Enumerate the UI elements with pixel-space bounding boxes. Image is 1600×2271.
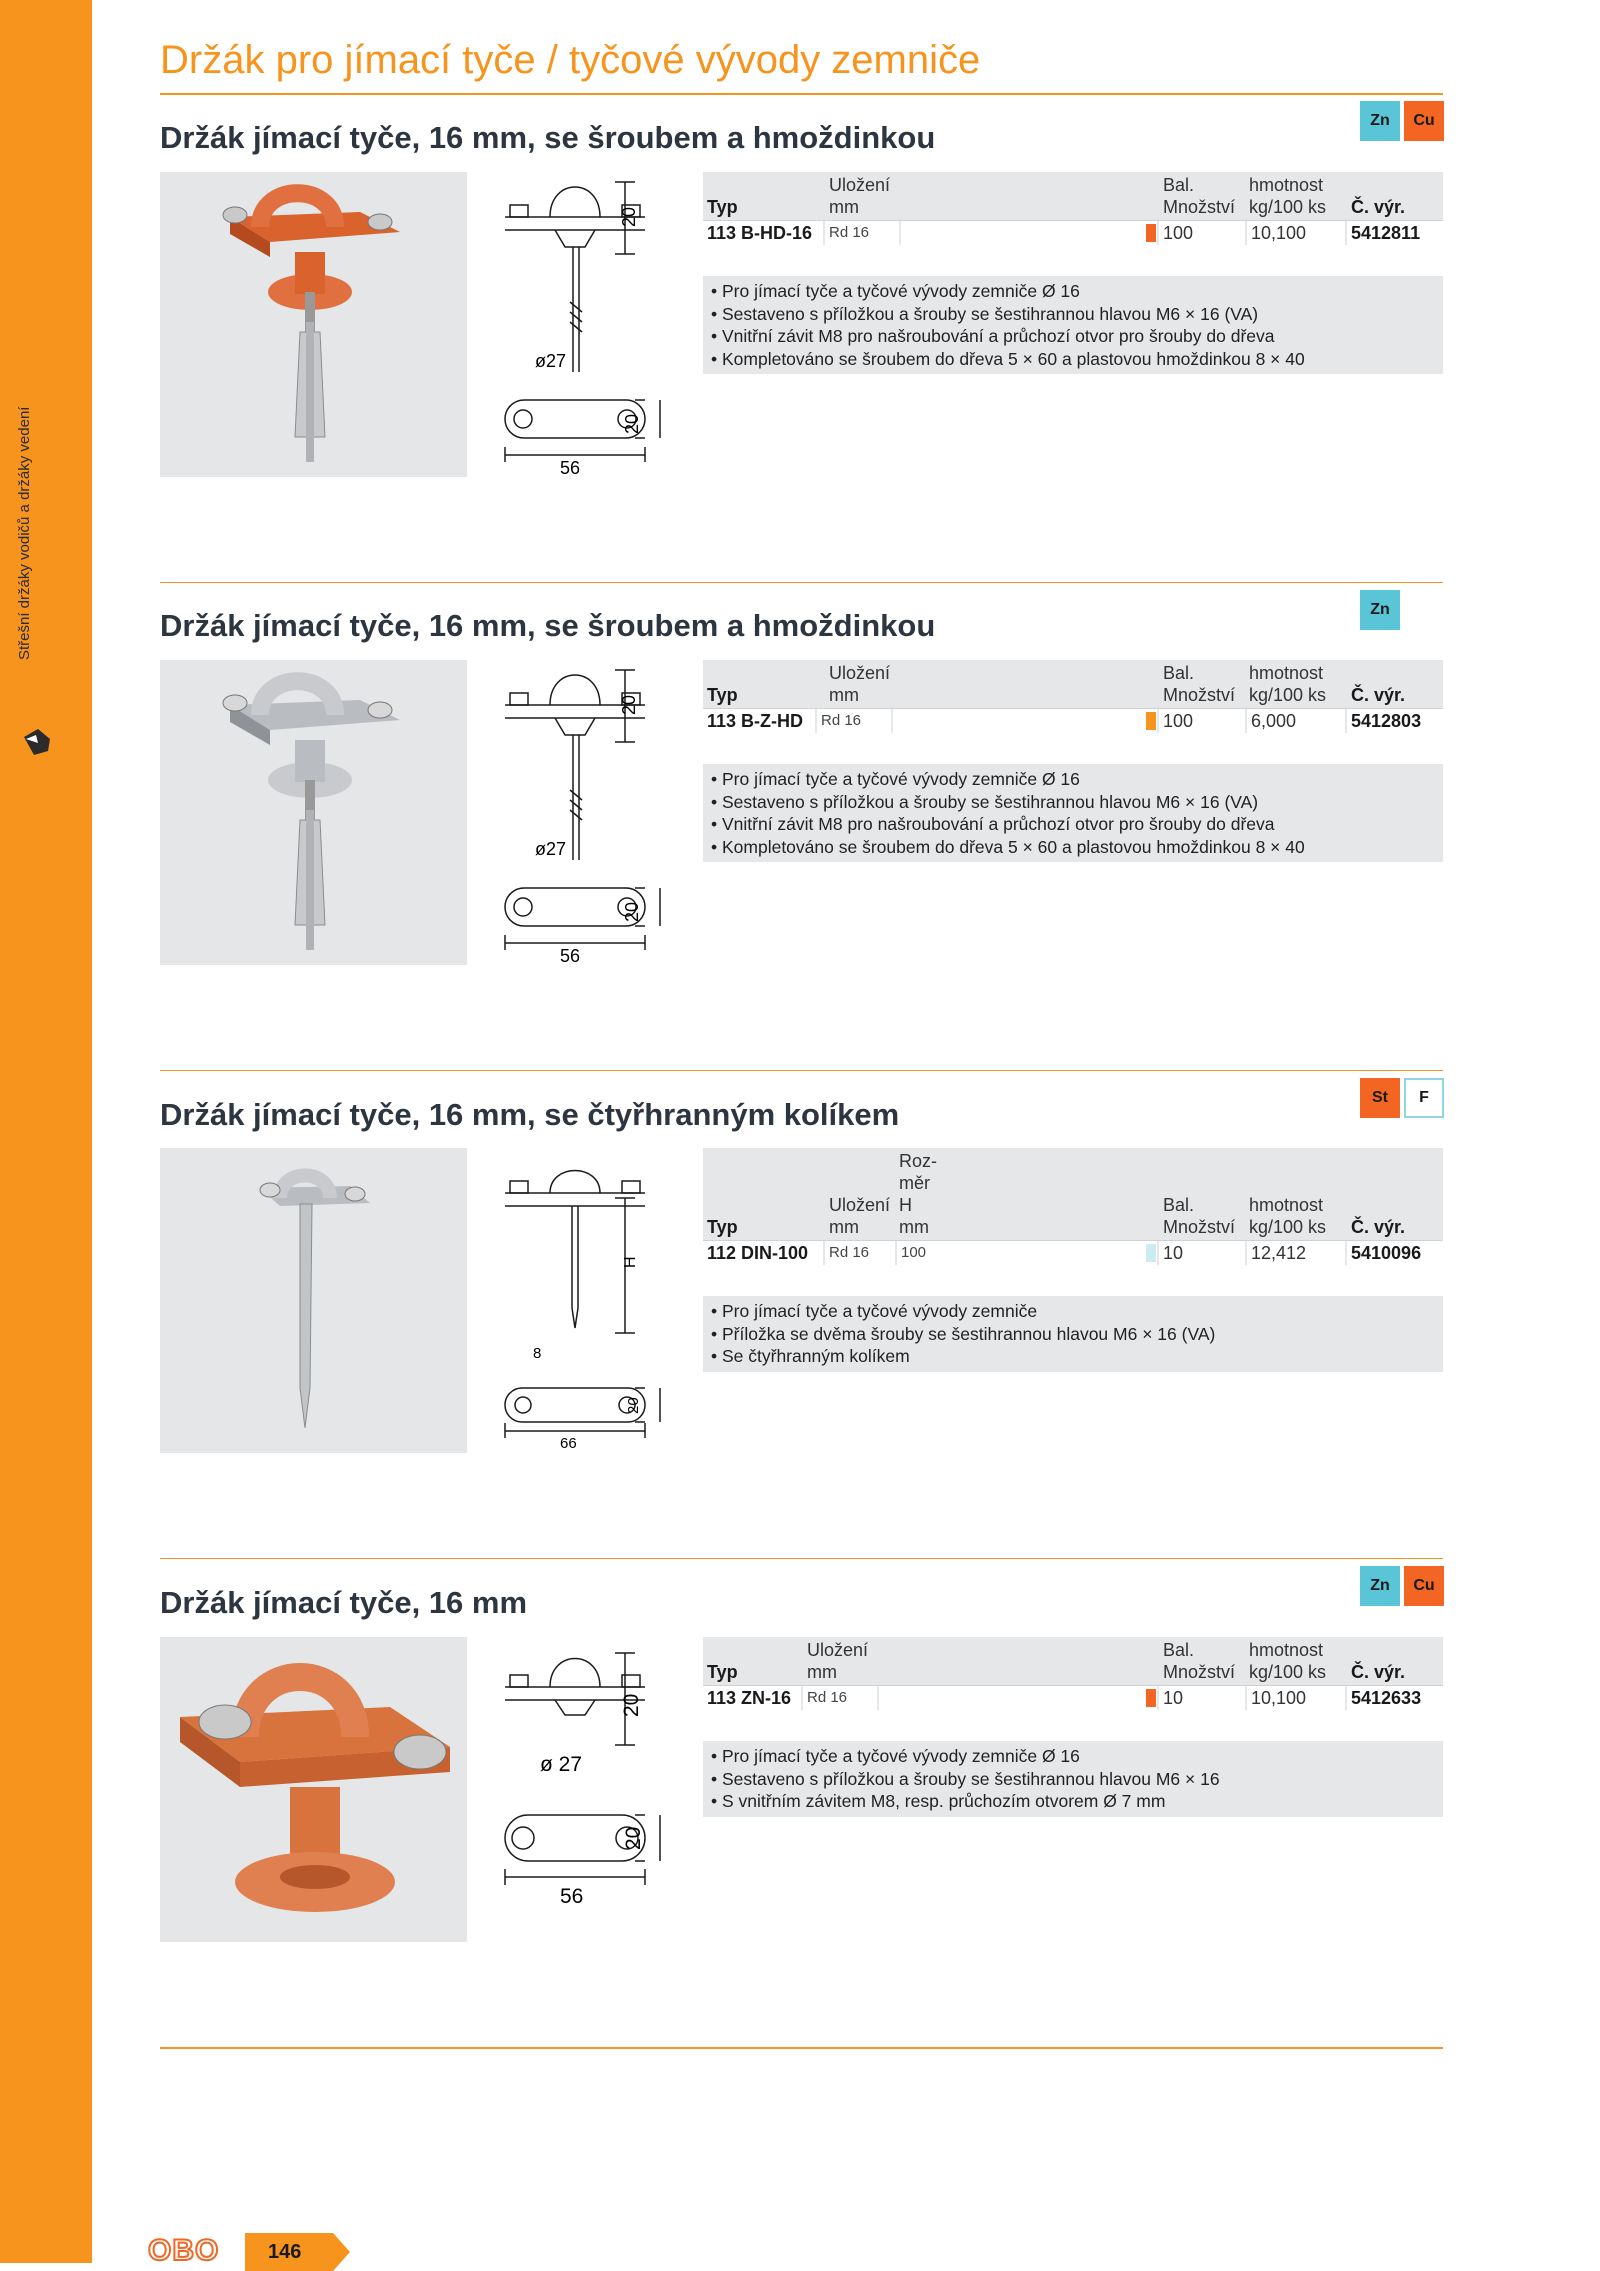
product-photo bbox=[160, 172, 467, 477]
dim-height-2: 20 bbox=[622, 1826, 645, 1850]
table-row bbox=[703, 1240, 1443, 1265]
cell-typ: 112 DIN-100 bbox=[707, 1243, 809, 1263]
badge-cu: Cu bbox=[1404, 101, 1444, 141]
header-ulozeni-unit: mm bbox=[829, 685, 859, 705]
cell-hmotnost: 6,000 bbox=[1245, 709, 1345, 733]
header-bal: Bal. bbox=[1163, 1640, 1195, 1660]
header-bal: Bal. bbox=[1163, 1195, 1195, 1215]
product-photo bbox=[160, 1148, 467, 1453]
feature-item: • Pro jímací tyče a tyčové vývody zemniče bbox=[711, 1301, 1038, 1321]
cell-empty bbox=[877, 1686, 1157, 1710]
feature-list bbox=[703, 764, 1443, 862]
technical-drawing bbox=[485, 172, 695, 482]
header-typ: Typ bbox=[707, 197, 738, 217]
svg-text:OBO: OBO bbox=[148, 2235, 220, 2265]
cell-typ: 113 ZN-16 bbox=[707, 1688, 792, 1708]
section-title: Držák jímací tyče, 16 mm, se čtyřhranným kolíkem bbox=[160, 1097, 900, 1132]
section-title: Držák jímací tyče, 16 mm, se šroubem a hmoždinkou bbox=[160, 608, 936, 643]
cell-ulozeni: Rd 16 bbox=[823, 1241, 895, 1265]
header-rozmer-h: H bbox=[899, 1195, 912, 1215]
feature-list bbox=[703, 1741, 1443, 1817]
dim-height-2: 20 bbox=[625, 1397, 642, 1414]
dim-diameter: ø 27 bbox=[540, 1753, 583, 1776]
cell-mnozstvi: 100 bbox=[1157, 709, 1245, 733]
material-marker bbox=[1146, 1244, 1156, 1262]
technical-drawing bbox=[485, 1148, 695, 1458]
material-badges bbox=[1360, 590, 1400, 630]
bottom-rule bbox=[160, 2047, 1443, 2049]
cell-hmotnost: 10,100 bbox=[1245, 221, 1345, 245]
dim-square: 8 bbox=[533, 1345, 542, 1362]
header-hmotnost-unit: kg/100 ks bbox=[1249, 197, 1327, 217]
header-mnozstvi: Množství bbox=[1163, 685, 1236, 705]
cell-rozmer: 100 bbox=[895, 1241, 1157, 1265]
header-cislo: Č. výr. bbox=[1351, 1662, 1406, 1682]
dim-width: 56 bbox=[560, 946, 581, 966]
feature-item: • Příložka se dvěma šrouby se šestihrannou hlavou M6 × 16 (VA) bbox=[711, 1323, 1216, 1344]
header-bal: Bal. bbox=[1163, 663, 1195, 683]
header-cislo: Č. výr. bbox=[1351, 685, 1406, 705]
material-badges bbox=[1360, 1078, 1444, 1118]
feature-item: • Vnitřní závit M8 pro našroubování a průchozí otvor pro šrouby do dřeva bbox=[711, 326, 1275, 346]
badge-st: St bbox=[1360, 1078, 1400, 1118]
header-hmotnost: hmotnost bbox=[1249, 1195, 1324, 1215]
feature-list bbox=[703, 276, 1443, 374]
feature-item: • Kompletováno se šroubem do dřeva 5 × 60 a plastovou hmoždinkou 8 × 40 bbox=[711, 836, 1305, 857]
material-badges bbox=[1360, 101, 1444, 141]
table-row bbox=[703, 708, 1443, 733]
product-table bbox=[703, 660, 1443, 732]
dim-diameter: ø27 bbox=[535, 351, 567, 371]
badge-zn: Zn bbox=[1360, 1566, 1400, 1606]
page-title: Držák pro jímací tyče / tyčové vývody zemniče bbox=[160, 38, 981, 82]
technical-drawing bbox=[485, 660, 695, 970]
header-hmotnost: hmotnost bbox=[1249, 663, 1324, 683]
section-divider bbox=[160, 1070, 1443, 1071]
section-title: Držák jímací tyče, 16 mm, se šroubem a hmoždinkou bbox=[160, 120, 936, 155]
dim-height: 20 bbox=[619, 694, 639, 715]
feature-item: • Pro jímací tyče a tyčové vývody zemniče Ø 16 bbox=[711, 1746, 1080, 1766]
header-ulozeni: Uložení bbox=[829, 1195, 891, 1215]
title-rule bbox=[160, 93, 1443, 95]
header-typ: Typ bbox=[707, 685, 738, 705]
cell-cislo: 5410096 bbox=[1345, 1241, 1443, 1265]
header-rozmer: Roz- bbox=[899, 1151, 938, 1171]
header-mnozstvi: Množství bbox=[1163, 1662, 1236, 1682]
feature-item: • S vnitřním závitem M8, resp. průchozím otvorem Ø 7 mm bbox=[711, 1791, 1166, 1811]
header-hmotnost-unit: kg/100 ks bbox=[1249, 685, 1327, 705]
header-ulozeni: Uložení bbox=[829, 175, 891, 195]
cell-cislo: 5412803 bbox=[1345, 709, 1443, 733]
cell-empty bbox=[899, 221, 1157, 245]
section-divider bbox=[160, 1558, 1443, 1559]
badge-zn: Zn bbox=[1360, 590, 1400, 630]
header-ulozeni-unit: mm bbox=[807, 1662, 837, 1682]
feature-item: • Pro jímací tyče a tyčové vývody zemniče Ø 16 bbox=[711, 281, 1080, 301]
product-table bbox=[703, 1637, 1443, 1709]
table-row bbox=[703, 220, 1443, 245]
section-title: Držák jímací tyče, 16 mm bbox=[160, 1585, 528, 1620]
cell-typ: 113 B-HD-16 bbox=[707, 223, 813, 243]
header-ulozeni-unit: mm bbox=[829, 1217, 859, 1237]
badge-cu: Cu bbox=[1404, 1566, 1444, 1606]
header-mnozstvi: Množství bbox=[1163, 1217, 1236, 1237]
dim-height-2: 20 bbox=[622, 901, 642, 922]
header-typ: Typ bbox=[707, 1662, 738, 1682]
badge-f: F bbox=[1404, 1078, 1444, 1118]
dim-width: 66 bbox=[560, 1435, 577, 1452]
side-category-label: Střešní držáky vodičů a držáky vedení bbox=[16, 406, 33, 660]
header-cislo: Č. výr. bbox=[1351, 1217, 1406, 1237]
section-divider bbox=[160, 582, 1443, 583]
cell-ulozeni: Rd 16 bbox=[801, 1686, 877, 1710]
product-photo bbox=[160, 660, 467, 965]
dim-height: 20 bbox=[619, 206, 639, 227]
header-ulozeni: Uložení bbox=[807, 1640, 869, 1660]
feature-item: • Se čtyřhranným kolíkem bbox=[711, 1346, 910, 1366]
product-table bbox=[703, 1148, 1443, 1264]
technical-drawing bbox=[485, 1637, 695, 1947]
badge-zn: Zn bbox=[1360, 101, 1400, 141]
cell-cislo: 5412633 bbox=[1345, 1686, 1443, 1710]
feature-item: • Vnitřní závit M8 pro našroubování a průchozí otvor pro šrouby do dřeva bbox=[711, 814, 1275, 834]
feature-item: • Kompletováno se šroubem do dřeva 5 × 60 a plastovou hmoždinkou 8 × 40 bbox=[711, 348, 1305, 369]
header-rozmer-2: měr bbox=[899, 1173, 930, 1193]
obo-logo bbox=[148, 2235, 228, 2265]
cell-mnozstvi: 100 bbox=[1157, 221, 1245, 245]
feature-item: • Sestaveno s příložkou a šrouby se šestihrannou hlavou M6 × 16 (VA) bbox=[711, 303, 1259, 324]
cell-hmotnost: 12,412 bbox=[1245, 1241, 1345, 1265]
table-row bbox=[703, 1685, 1443, 1710]
material-marker bbox=[1146, 712, 1156, 730]
left-color-band bbox=[0, 0, 92, 2263]
header-typ: Typ bbox=[707, 1217, 738, 1237]
header-rozmer-unit: mm bbox=[899, 1217, 929, 1237]
dim-height: 20 bbox=[620, 1693, 643, 1717]
header-hmotnost: hmotnost bbox=[1249, 175, 1324, 195]
cell-typ: 113 B-Z-HD bbox=[707, 711, 804, 731]
feature-list bbox=[703, 1296, 1443, 1372]
header-hmotnost-unit: kg/100 ks bbox=[1249, 1662, 1327, 1682]
cell-hmotnost: 10,100 bbox=[1245, 1686, 1345, 1710]
feature-item: • Sestaveno s příložkou a šrouby se šestihrannou hlavou M6 × 16 bbox=[711, 1768, 1220, 1789]
dim-diameter: ø27 bbox=[535, 839, 567, 859]
header-hmotnost-unit: kg/100 ks bbox=[1249, 1217, 1327, 1237]
material-marker bbox=[1146, 1689, 1156, 1707]
dim-h: H bbox=[622, 1256, 639, 1268]
page-number: 146 bbox=[268, 2241, 302, 2263]
cell-empty bbox=[891, 709, 1157, 733]
dim-width: 56 bbox=[560, 458, 581, 478]
header-cislo: Č. výr. bbox=[1351, 197, 1406, 217]
header-ulozeni-unit: mm bbox=[829, 197, 859, 217]
cell-ulozeni: Rd 16 bbox=[815, 709, 891, 733]
header-hmotnost: hmotnost bbox=[1249, 1640, 1324, 1660]
product-table bbox=[703, 172, 1443, 244]
dim-height-2: 20 bbox=[622, 413, 642, 434]
header-mnozstvi: Množství bbox=[1163, 197, 1236, 217]
dim-width: 56 bbox=[560, 1885, 584, 1908]
cell-mnozstvi: 10 bbox=[1157, 1241, 1245, 1265]
cell-ulozeni: Rd 16 bbox=[823, 221, 899, 245]
material-marker bbox=[1146, 224, 1156, 242]
cell-cislo: 5412811 bbox=[1345, 221, 1443, 245]
category-icon bbox=[20, 725, 54, 759]
header-ulozeni: Uložení bbox=[829, 663, 891, 683]
header-bal: Bal. bbox=[1163, 175, 1195, 195]
feature-item: • Sestaveno s příložkou a šrouby se šestihrannou hlavou M6 × 16 (VA) bbox=[711, 791, 1259, 812]
feature-item: • Pro jímací tyče a tyčové vývody zemniče Ø 16 bbox=[711, 769, 1080, 789]
cell-mnozstvi: 10 bbox=[1157, 1686, 1245, 1710]
product-photo bbox=[160, 1637, 467, 1942]
material-badges bbox=[1360, 1566, 1444, 1606]
